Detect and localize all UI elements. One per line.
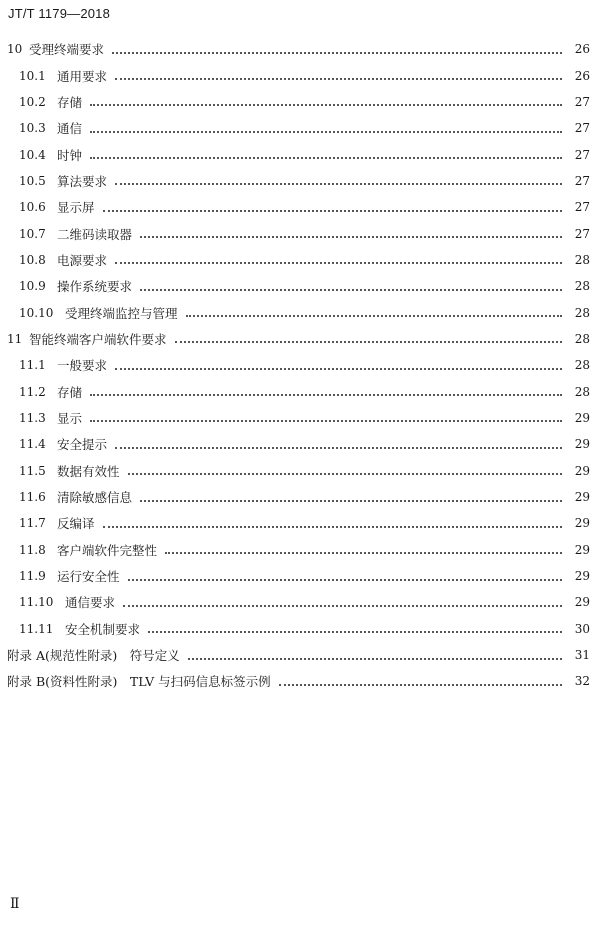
toc-page: 29 xyxy=(574,410,590,425)
toc-title: 受理终端监控与管理 xyxy=(65,305,178,321)
toc-page: 26 xyxy=(574,68,590,83)
dot-leader xyxy=(103,209,562,212)
toc-entry-10-6[interactable] xyxy=(0,194,600,220)
toc-page: 27 xyxy=(574,147,590,162)
toc-page: 27 xyxy=(574,94,590,109)
dot-leader xyxy=(112,51,562,54)
toc-title: 智能终端客户端软件要求 xyxy=(29,331,167,347)
toc-number: 11.4 xyxy=(19,437,46,452)
dot-leader xyxy=(115,77,562,80)
toc-title: 通信 xyxy=(57,121,83,137)
toc-entry-11-4[interactable] xyxy=(0,431,600,457)
toc-page: 28 xyxy=(574,384,590,399)
toc-page: 27 xyxy=(574,121,590,136)
toc-entry-11-6[interactable] xyxy=(0,484,600,510)
document-header: JT/T 1179—2018 xyxy=(8,6,111,21)
toc-entry-10[interactable] xyxy=(0,36,600,62)
toc-page: 28 xyxy=(574,252,590,267)
toc-entry-11-10[interactable] xyxy=(0,589,600,615)
toc-entry-11-1[interactable] xyxy=(0,352,600,378)
toc-entry-11-5[interactable] xyxy=(0,458,600,484)
toc-entry-11-9[interactable] xyxy=(0,563,600,589)
toc-entry-10-5[interactable] xyxy=(0,168,600,194)
toc-page: 31 xyxy=(574,648,590,663)
toc-number: 10.10 xyxy=(19,305,54,320)
toc-page: 29 xyxy=(574,463,590,478)
table-of-contents xyxy=(0,36,600,695)
toc-title: 显示 xyxy=(57,410,83,426)
toc-title: 反编译 xyxy=(57,516,95,532)
toc-entry-10-7[interactable] xyxy=(0,220,600,246)
dot-leader xyxy=(165,551,562,554)
toc-title: 客户端软件完整性 xyxy=(57,542,158,558)
dot-leader xyxy=(115,182,562,185)
toc-entry-10-10[interactable] xyxy=(0,299,600,325)
toc-entry-10-8[interactable] xyxy=(0,247,600,273)
dot-leader xyxy=(175,340,562,343)
toc-number: 10.9 xyxy=(19,279,46,294)
dot-leader xyxy=(128,472,562,475)
toc-page: 28 xyxy=(574,305,590,320)
toc-title: 时钟 xyxy=(57,147,83,163)
toc-number: 10.8 xyxy=(19,252,46,267)
toc-number: 10.3 xyxy=(19,121,46,136)
toc-number: 10.5 xyxy=(19,173,46,188)
dot-leader xyxy=(90,393,562,396)
toc-page: 27 xyxy=(574,173,590,188)
toc-title: 安全机制要求 xyxy=(65,621,141,637)
toc-number: 10.2 xyxy=(19,94,46,109)
dot-leader xyxy=(128,578,562,581)
toc-entry-11-3[interactable] xyxy=(0,405,600,431)
dot-leader xyxy=(123,604,562,607)
toc-number: 10.6 xyxy=(19,200,46,215)
toc-title: 清除敏感信息 xyxy=(57,490,133,506)
dot-leader xyxy=(140,499,562,502)
toc-title: 存储 xyxy=(57,94,83,110)
toc-number: 10.1 xyxy=(19,68,46,83)
toc-page: 29 xyxy=(574,569,590,584)
toc-title: 受理终端要求 xyxy=(29,42,105,58)
toc-number: 10.4 xyxy=(19,147,46,162)
dot-leader xyxy=(140,235,562,238)
dot-leader xyxy=(115,261,562,264)
dot-leader xyxy=(140,288,562,291)
toc-title: 安全提示 xyxy=(57,437,108,453)
toc-title: 二维码读取器 xyxy=(57,226,133,242)
toc-number: 10 xyxy=(7,42,23,57)
toc-entry-10-9[interactable] xyxy=(0,273,600,299)
dot-leader xyxy=(186,314,562,317)
toc-title: 运行安全性 xyxy=(57,569,120,585)
toc-entry-11-2[interactable] xyxy=(0,378,600,404)
dot-leader xyxy=(148,630,562,633)
toc-title: 电源要求 xyxy=(57,252,108,268)
toc-title: 一般要求 xyxy=(57,358,108,374)
toc-number: 11.11 xyxy=(19,621,54,636)
toc-entry-appendix-b[interactable] xyxy=(0,668,600,694)
toc-entry-10-2[interactable] xyxy=(0,89,600,115)
toc-title: 附录 B(资料性附录) TLV 与扫码信息标签示例 xyxy=(7,674,271,690)
toc-title: 数据有效性 xyxy=(57,463,120,479)
toc-entry-11-11[interactable] xyxy=(0,616,600,642)
toc-entry-11[interactable] xyxy=(0,326,600,352)
toc-entry-10-3[interactable] xyxy=(0,115,600,141)
toc-number: 11 xyxy=(7,331,23,346)
page-number-footer: Ⅱ xyxy=(10,896,20,912)
toc-page: 29 xyxy=(574,490,590,505)
toc-page: 29 xyxy=(574,595,590,610)
toc-number: 11.1 xyxy=(19,358,46,373)
toc-title: 附录 A(规范性附录) 符号定义 xyxy=(7,648,180,664)
toc-title: 通用要求 xyxy=(57,68,108,84)
toc-number: 11.5 xyxy=(19,463,46,478)
toc-title: 操作系统要求 xyxy=(57,279,133,295)
toc-page: 28 xyxy=(574,358,590,373)
toc-number: 11.2 xyxy=(19,384,46,399)
dot-leader xyxy=(90,419,562,422)
dot-leader xyxy=(90,156,562,159)
toc-entry-11-7[interactable] xyxy=(0,510,600,536)
dot-leader xyxy=(90,130,562,133)
toc-number: 11.10 xyxy=(19,595,54,610)
dot-leader xyxy=(115,367,562,370)
toc-page: 28 xyxy=(574,331,590,346)
toc-number: 11.3 xyxy=(19,410,46,425)
toc-title: 通信要求 xyxy=(65,595,116,611)
toc-entry-appendix-a[interactable] xyxy=(0,642,600,668)
toc-entry-11-8[interactable] xyxy=(0,537,600,563)
dot-leader xyxy=(90,103,562,106)
toc-page: 27 xyxy=(574,200,590,215)
toc-title: 算法要求 xyxy=(57,173,108,189)
toc-number: 11.9 xyxy=(19,569,46,584)
toc-page: 27 xyxy=(574,226,590,241)
toc-page: 32 xyxy=(574,674,590,689)
dot-leader xyxy=(279,683,562,686)
toc-number: 11.8 xyxy=(19,542,46,557)
toc-page: 29 xyxy=(574,542,590,557)
toc-title: 存储 xyxy=(57,384,83,400)
dot-leader xyxy=(103,525,562,528)
toc-number: 11.6 xyxy=(19,490,46,505)
toc-number: 10.7 xyxy=(19,226,46,241)
dot-leader xyxy=(115,446,562,449)
toc-page: 29 xyxy=(574,516,590,531)
toc-entry-10-4[interactable] xyxy=(0,141,600,167)
toc-page: 29 xyxy=(574,437,590,452)
dot-leader xyxy=(188,657,562,660)
toc-title: 显示屏 xyxy=(57,200,95,216)
toc-entry-10-1[interactable] xyxy=(0,62,600,88)
toc-page: 30 xyxy=(574,621,590,636)
toc-page: 28 xyxy=(574,279,590,294)
toc-page: 26 xyxy=(574,42,590,57)
toc-number: 11.7 xyxy=(19,516,46,531)
